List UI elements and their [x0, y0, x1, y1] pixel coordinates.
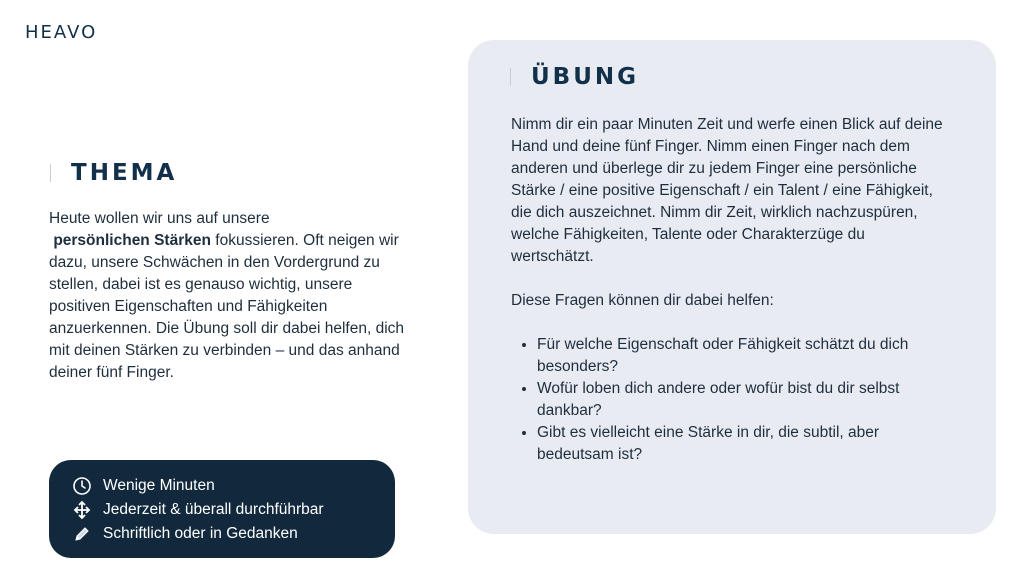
- thema-intro-before: Heute wollen wir uns auf unsere: [49, 210, 270, 227]
- heading-divider: [50, 164, 51, 182]
- move-arrows-icon: [71, 499, 93, 521]
- info-item-method: [71, 522, 395, 546]
- heavo-logo: HEAVO: [25, 22, 98, 43]
- thema-intro-after: fokussieren. Oft neigen wir dazu, unsere Schwächen in den Vordergrund zu stellen, dabei ist es genauso wichtig, unsere positiven Eigenschaften und Fähigkeiten anzuerkennen. Die Übung soll dir dabei helfen, dich mit deinen Stärken zu verbinden – und das anhand deiner fünf Finger.: [49, 232, 405, 381]
- info-item-label: Jederzeit & überall durchführbar: [103, 501, 324, 518]
- thema-title: THEMA: [71, 160, 178, 186]
- exercise-body: [511, 114, 951, 466]
- question-item: • Wofür loben dich andere oder wofür bist du dir selbst dankbar?: [537, 378, 951, 422]
- thema-description: [49, 208, 409, 384]
- heading-divider: [510, 68, 511, 86]
- questions-intro: Diese Fragen können dir dabei helfen:: [511, 292, 774, 309]
- pencil-icon: [71, 523, 93, 545]
- info-box: [49, 460, 395, 558]
- question-item: • Für welche Eigenschaft oder Fähigkeit schätzt du dich besonders?: [537, 334, 951, 378]
- info-item-duration: [71, 474, 395, 498]
- uebung-heading: [510, 64, 639, 90]
- clock-icon: [71, 475, 93, 497]
- thema-highlight: persönlichen Stärken: [53, 232, 211, 249]
- info-item-label: Schriftlich oder in Gedanken: [103, 525, 298, 542]
- thema-heading: [50, 160, 177, 186]
- info-item-anywhere: [71, 498, 395, 522]
- exercise-instructions: Nimm dir ein paar Minuten Zeit und werfe einen Blick auf deine Hand und deine fünf Finger. Nimm einen Finger nach dem anderen und überlege dir zu jedem Finger eine persönliche Stärke / eine positive Eigenschaft / ein Talent / eine Fähigkeit, die dich auszeichnet. Nimm dir Zeit, wirklich nachzuspüren, welche Fähigkeiten, Talente oder Charakterzüge du wertschätzt.: [511, 116, 943, 265]
- questions-list: [511, 334, 951, 466]
- info-item-label: Wenige Minuten: [103, 477, 215, 494]
- question-item: • Gibt es vielleicht eine Stärke in dir, die subtil, aber bedeutsam ist?: [537, 422, 951, 466]
- uebung-title: ÜBUNG: [531, 64, 640, 90]
